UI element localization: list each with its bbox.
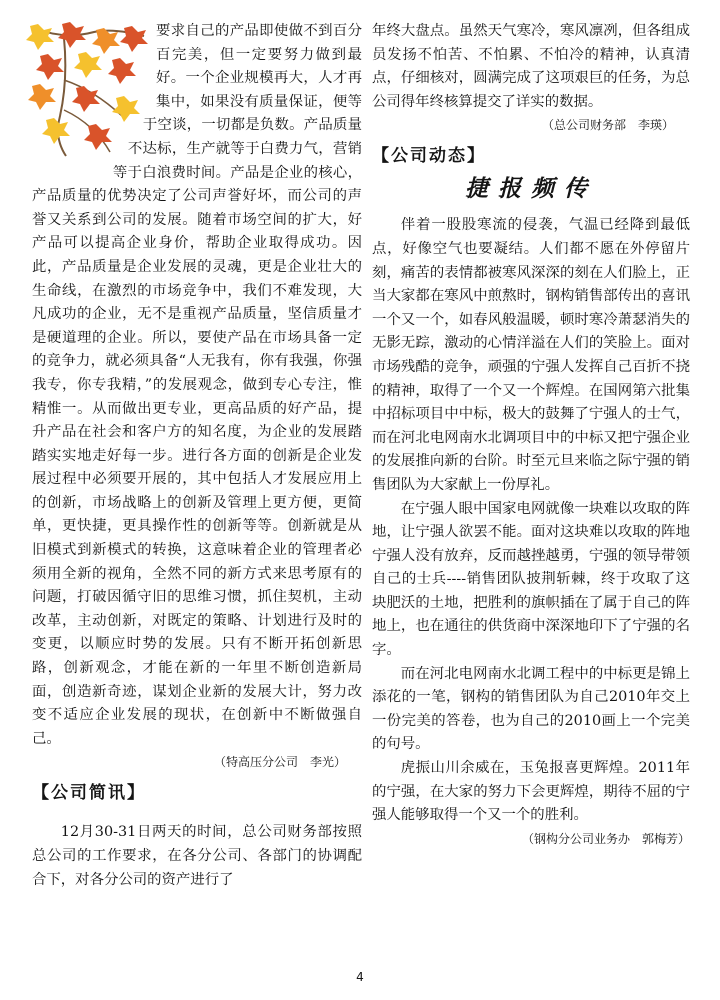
page-number: 4 <box>356 970 364 984</box>
intro-signature: （特高压分公司 李光） <box>213 755 346 770</box>
left-column <box>32 20 362 892</box>
news-section-title: 【公司简讯】 <box>32 783 146 804</box>
dynamics-section-title: 【公司动态】 <box>372 146 486 167</box>
article-paragraph-2: 在宁强人眼中国家电网就像一块难以攻取的阵地，让宁强人欲罢不能。面对这块难以攻取的阵地宁强人没有放弃，反而越挫越勇，宁强的领导带领自己的士兵----销售团队披荆斩棘，终于攻取了这块肥沃的土地，把胜利的旗帜插在了属于自己的阵地上，也在通往的供货商中深深地印下了宁强的名字。 <box>372 500 690 659</box>
news-paragraph: 12月30-31日两天的时间，总公司财务部按照总公司的工作要求，在各分公司、各部门的协调配合下，对各分公司的资产进行了 <box>32 824 362 888</box>
intro-paragraph: 要求自己的产品即使做不到百分百完美，但一定要努力做到最好。一个企业规模再大，人才再集中，如果没有质量保证，便等于空谈，一切都是负数。产品质量不达标，生产就等于白费力气，营销等于白浪费时间。产品是企业的核心，产品质量的优势决定了公司声誉好坏，而公司的声誉又关系到公司的发展。随着市场空间的扩大，好产品可以提高企业身价，帮助企业取得成功。因此，产品质量是企业发展的灵魂，更是企业壮大的生命线，在激烈的市场竞争中，我们不难发现，大凡成功的企业，无不是重视产品质量，坚信质量才是硬道理的企业。所以，要使产品在市场具备一定的竞争力，就必须具备“人无我有，你有我强，你强我专，你专我精，”的发展观念，做到专心专注，惟精惟一。从而做出更专业，更高品质的好产品，提升产品在社会和客户方的知名度，为企业的发展踏踏实实地走好每一步。进行各方面的创新是企业发展过程中必须要开展的，其中包括人才发展应用上的创新，市场战略上的创新及管理上更方便，更简单，更快捷，更具操作性的创新等等。创新就是从旧模式到新模式的转换，这意味着企业的管理者必须用全新的视角，全然不同的新方式来思考原有的问题，打破因循守旧的思维习惯，抓住契机，主动改革，主动创新，对既定的策略、计划进行及时的变更，以顺应时势的发展。只有不断开拓创新思路，创新观念，才能在新的一年里不断创造新局面，创造新奇迹，谋划企业新的发展大计，努力改变不适应企业发展的现状，在创新中不断做强自己。 <box>32 23 362 747</box>
right-column <box>372 20 690 850</box>
article-signature: （钢构分公司业务办 郭梅芳） <box>521 831 690 846</box>
article-paragraph-3: 而在河北电网南水北调工程中的中标更是锦上添花的一笔，钢构的销售团队为自己2010年交上一份完美的答卷，也为自己的2010画上一个完美的句号。 <box>372 665 690 753</box>
article-paragraph-1: 伴着一股股寒流的侵袭，气温已经降到最低点，好像空气也要凝结。人们都不愿在外停留片刻，痛苦的表情都被寒风深深的刻在人们脸上，正当大家都在寒风中煎熬时，钢构销售部传出的喜讯一个又一个，如春风般温暖，顿时寒冷萧瑟消失的无影无踪，激动的心情洋溢在人们的笑脸上。面对市场残酷的竞争，顽强的宁强人发挥自己百折不挠的精神，取得了一个又一个辉煌。在国网第六批集中招标项目中中标，极大的鼓舞了宁强人的士气，而在河北电网南水北调项目中的中标又把宁强企业的发展推向新的台阶。时至元旦来临之际宁强的销售团队为大家献上一份厚礼。 <box>372 217 690 493</box>
headline: 捷报频传 <box>465 175 597 203</box>
article-paragraph-4: 虎振山川余威在，玉兔报喜更辉煌。2011年的宁强，在大家的努力下会更辉煌，期待不屈的宁强人能够取得一个又一个的胜利。 <box>372 760 690 824</box>
news-signature: （总公司财务部 李瑛） <box>541 118 674 133</box>
news-continuation: 年终大盘点。虽然天气寒冷，寒风凛冽，但各组成员发扬不怕苦、不怕累、不怕冷的精神，认真清点，仔细核对，圆满完成了这项艰巨的任务，为总公司得年终核算提交了详实的数据。 <box>372 23 690 110</box>
